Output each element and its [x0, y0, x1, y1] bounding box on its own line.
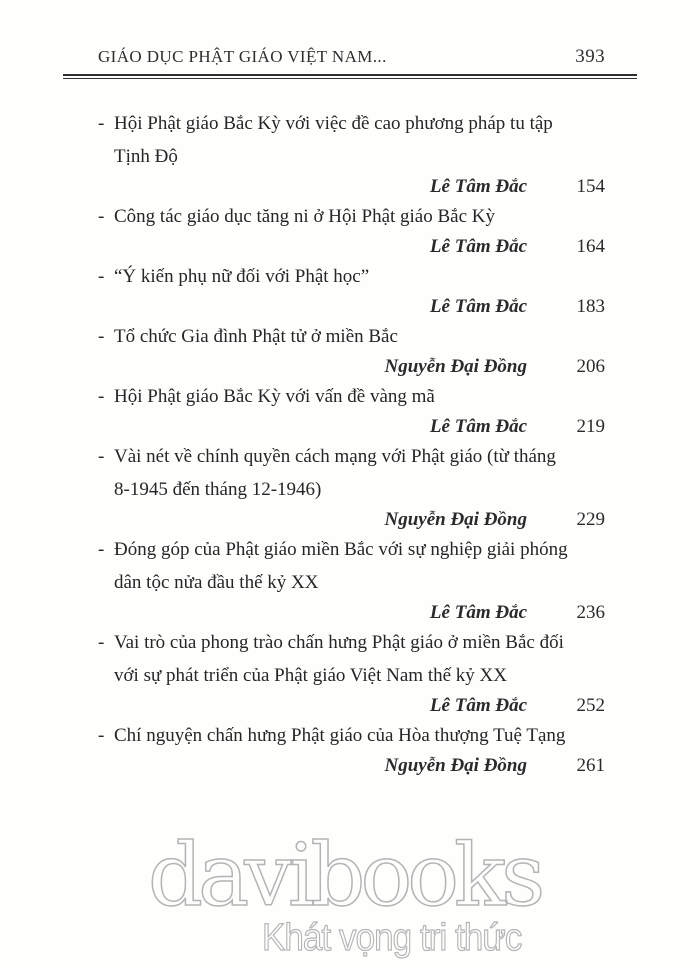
watermark-brand: davibooks	[148, 826, 541, 926]
entry-meta-row	[98, 353, 605, 380]
entry-title-row	[98, 719, 605, 752]
toc-entry	[98, 107, 605, 200]
entry-title: Chí nguyện chấn hưng Phật giáo của Hòa thượng Tuệ Tạng	[114, 725, 566, 746]
entry-dash: -	[98, 386, 105, 407]
entry-page-number: 236	[576, 602, 605, 623]
entry-title: Đóng góp của Phật giáo miền Bắc với sự nghiệp giải phóng dân tộc nửa đầu thế kỷ XX	[114, 539, 568, 593]
toc-entry	[98, 440, 605, 533]
entry-meta-row	[98, 752, 605, 779]
entry-author: Lê Tâm Đắc	[429, 296, 527, 317]
entry-meta-row	[98, 692, 605, 719]
entry-meta-row	[98, 233, 605, 260]
entry-title-row	[98, 380, 605, 413]
page-number: 393	[575, 46, 605, 67]
toc-entry	[98, 260, 605, 320]
entry-author: Nguyễn Đại Đồng	[384, 755, 527, 776]
entry-title: “Ý kiến phụ nữ đối với Phật học”	[114, 266, 370, 287]
toc-entry	[98, 626, 605, 719]
entry-meta-row	[98, 413, 605, 440]
toc-entry	[98, 719, 605, 779]
entry-dash: -	[98, 113, 105, 134]
entry-title: Công tác giáo dục tăng ni ở Hội Phật giáo Bắc Kỳ	[114, 206, 496, 227]
entry-title: Hội Phật giáo Bắc Kỳ với việc đề cao phương pháp tu tập Tịnh Độ	[114, 113, 553, 167]
entry-author: Lê Tâm Đắc	[429, 176, 527, 197]
entry-author: Lê Tâm Đắc	[429, 416, 527, 437]
entry-author: Lê Tâm Đắc	[429, 602, 527, 623]
entry-title: Tổ chức Gia đình Phật tử ở miền Bắc	[114, 326, 398, 347]
entry-author: Lê Tâm Đắc	[429, 236, 527, 257]
entry-title: Vài nét về chính quyền cách mạng với Phật giáo (từ tháng 8-1945 đến tháng 12-1946)	[114, 446, 556, 500]
toc-list	[98, 107, 605, 779]
entry-title: Vai trò của phong trào chấn hưng Phật giáo ở miền Bắc đối với sự phát triển của Phật giáo Việt Nam thế kỷ XX	[114, 632, 564, 686]
entry-page-number: 183	[576, 296, 605, 317]
watermark-slogan: Khát vọng tri thức	[262, 917, 522, 959]
entry-dash: -	[98, 326, 105, 347]
toc-entry	[98, 320, 605, 380]
entry-dash: -	[98, 539, 105, 560]
entry-dash: -	[98, 446, 105, 467]
entry-title: Hội Phật giáo Bắc Kỳ với vấn đề vàng mã	[114, 386, 435, 407]
toc-entry	[98, 533, 605, 626]
entry-meta-row	[98, 173, 605, 200]
entry-page-number: 219	[576, 416, 605, 437]
entry-title-row	[98, 107, 605, 173]
entry-dash: -	[98, 206, 105, 227]
entry-author: Nguyễn Đại Đồng	[384, 356, 527, 377]
toc-entry	[98, 380, 605, 440]
entry-page-number: 154	[576, 176, 605, 197]
entry-meta-row	[98, 293, 605, 320]
page-header	[98, 46, 605, 68]
entry-page-number: 206	[576, 356, 605, 377]
entry-title-row	[98, 320, 605, 353]
entry-title-row	[98, 533, 605, 599]
entry-title-row	[98, 440, 605, 506]
entry-dash: -	[98, 266, 105, 287]
entry-dash: -	[98, 632, 105, 653]
entry-title-row	[98, 626, 605, 692]
entry-meta-row	[98, 599, 605, 626]
entry-page-number: 229	[576, 509, 605, 530]
entry-page-number: 252	[576, 695, 605, 716]
entry-meta-row	[98, 506, 605, 533]
entry-page-number: 164	[576, 236, 605, 257]
entry-page-number: 261	[576, 755, 605, 776]
header-rule	[63, 74, 637, 79]
entry-title-row	[98, 200, 605, 233]
entry-dash: -	[98, 725, 105, 746]
entry-author: Nguyễn Đại Đồng	[384, 509, 527, 530]
running-title: GIÁO DỤC PHẬT GIÁO VIỆT NAM...	[98, 47, 387, 66]
entry-title-row	[98, 260, 605, 293]
entry-author: Lê Tâm Đắc	[429, 695, 527, 716]
toc-entry	[98, 200, 605, 260]
